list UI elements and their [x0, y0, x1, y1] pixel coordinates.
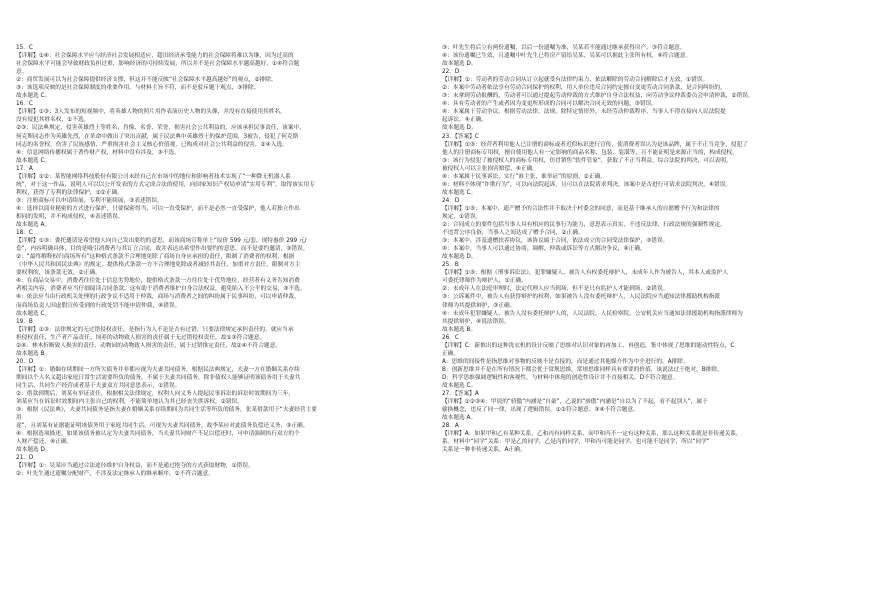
- text-line: 统”，对于这一作品，说明人可以以公开发表的方式完成合法的使用，向国家知识产权局申请“实用专利”，取得该实用专: [16, 181, 315, 188]
- text-line: 【详解】①③：3人发布的短视频中，将英雄人物的照片用作表演历史人物的头像，并没有直接使用其姓名，: [16, 109, 286, 116]
- text-line: 故本题选 C。: [16, 93, 51, 100]
- text-line: 【详解】①：婚姻存续期间一方所欠债务并非都应视为夫妻共同债务，根据民法典规定，夫妻一方在婚姻关系存续: [16, 366, 300, 373]
- text-line: D：科学思维强调逻辑性和客观性，与材料中体现的创造性设计并不直接相关，D不符合题意。: [442, 374, 679, 381]
- text-line: 18．C: [16, 230, 33, 237]
- text-line: 25．B: [442, 262, 459, 269]
- text-line: 正确。: [442, 350, 460, 357]
- text-line: 者相关内容，消费者应当仔细阅读合同条款，这有助于消费者维护自身合法权益，避免陷入不公平的交易，③不选。: [16, 286, 306, 293]
- text-line: 故本题选 C。: [442, 382, 477, 389]
- text-line: ④：具有劳动者的产生或者因为变更所形成的合同可以解决合同无效的问题，③错误。: [442, 101, 657, 108]
- text-line: 故本题选 C。: [16, 157, 51, 164]
- text-line: 24．D: [442, 197, 460, 204]
- text-line: 【详解】①③：经营者利用他人已注册的商标或者近似标识进行宣传，使消费者误认为是该品牌，属于不正当竞争，侵犯了: [442, 141, 748, 148]
- text-line: 《中华人民共和国民法典》的规定，提供格式条款一方不合理地免除或者减轻其责任、加重对方责任、限制对方主: [16, 262, 301, 269]
- text-line: 被侵权人可以主张损害赔偿，④正确。: [442, 165, 539, 172]
- text-line: 故本题选 C。: [442, 189, 477, 196]
- text-line: 起诉讼，④正确。: [442, 117, 487, 124]
- text-line: ③：根据《民法典》，夫妻共同债务是指夫妻在婚姻关系存续期间为共同生活等所负的债务，张某借款用于“夫妻经营主要: [16, 407, 317, 414]
- text-line: ③：该选项反映的是社会保障制度的重要作用，与材料主旨不符，而不是驳斥题干观点，③排除。: [16, 85, 260, 92]
- text-line: 15．C: [16, 45, 33, 51]
- text-line: ④：信息网络传播权属于著作财产权，材料中没有涉及，③不选。: [16, 149, 180, 156]
- text-line: ③：未拿到劳动报酬的，劳动者可以通过提起劳动仲裁的方式维护自身合法权益，向劳动争议仲裁委员会申请仲裁，②错误。: [442, 93, 754, 100]
- text-line: 【详解】①③：本案中，遗产赠予的合法性并不取决于村委会的同意，而是基于继承人的自愿赠予行为和法律的: [442, 205, 720, 212]
- text-line: ③：叶先生将后立有两份遗嘱，以后一份遗嘱为准，吴某若不能通过继承获得房产，③符合题意。: [442, 45, 686, 51]
- text-line: ④：未成年犯罪嫌疑人、被告人没有委托辩护人的，人民法院、人民检察院、公安机关应当通知法律援助机构指派律师为: [442, 310, 743, 317]
- text-line: ②：未成年人在法庭审理时，法定代理人应当到场，但不是只有监护人才能到场，②错误。: [442, 286, 669, 293]
- text-line: 期间以个人名义超出家庭日常生活需要所负的债务，不属于夫妻共同债务，除非债权人能够证明该债务用于夫妻共: [16, 374, 301, 381]
- text-line: ②：“最终解释权归商场所有”这种格式条款不合理地免除了商场自身应承担的责任，限制了消费者的权利，根据: [16, 254, 295, 261]
- text-line: ④：本案属于劳动争议，根据劳动法律，法规，除特定情形外，未经劳动仲裁程序，当事人不得直接向人民法院提: [442, 109, 726, 116]
- text-line: 故本题选 D。: [442, 125, 477, 132]
- text-line: 社会保障水平可能会导致财政负担过重，影响经济的可持续发展，所以并不是社会保障水平越高越好，①④符合题: [16, 61, 300, 68]
- text-line: 而商场负责人因虚假宣传受到的行政处罚不能申请仲裁，④错误。: [16, 302, 181, 309]
- text-line: 【详解】①②：某智能网络科技股份有限公司未经自己在市场中的地位和影响者技术实现了“一种降无机器人系: [16, 173, 291, 180]
- left-column: [16, 44, 428, 608]
- text-line: ④：本案中，当事人可以通过协商、调解、仲裁或诉讼等方式解决争议，④正确。: [442, 246, 646, 253]
- text-line: 意。: [16, 69, 28, 76]
- text-line: 故本题选 C。: [16, 310, 51, 317]
- text-line: 【详解】①③：根据《刑事诉讼法》，犯罪嫌疑人、被告人有权委托辩护人，未成年人作为被告人，其本人或监护人: [442, 270, 729, 277]
- text-line: 17．A: [16, 165, 33, 172]
- right-column: [442, 44, 854, 608]
- text-line: ③：该行为侵犯了被侵权人的商标专用权，仿冒销售“软件管家”，获取了不正当利益，综合法院的判决，可以表明，: [442, 157, 732, 164]
- text-line: 21．D: [16, 455, 34, 462]
- text-line: ②：商贸发展可以为社会保障提供经济支撑，但这并不能反映“社会保障水平越高越好”的观点，②排除。: [16, 77, 277, 84]
- text-line: 23．【答案】C: [442, 133, 479, 140]
- text-line: 偷换概念，违反了同一律，出现了逻辑错误，①②符合题意。③④不符合题意。: [442, 407, 639, 414]
- text-line: 【详解】A：如果甲和乙有某种关系，乙和丙有同样关系，而甲和丙不一定有这种关系，那么这种关系就是非传递关系，: [442, 431, 742, 438]
- text-line: 他人的注册商标专用权，擅自使用他人有一定影响的商品名称、包装、装潢等，且不能证明是来源正当的，构成侵权，: [442, 149, 738, 156]
- text-line: 刘某应当在诉讼时效期间内主张自己的权利，不能简单地认为其已经丧失胜诉权，②错误。: [16, 399, 243, 406]
- text-line: ②：叶先生通过遗嘱分配财产，不涉及法定继承人的继承顺序，②不符合题意。: [16, 471, 214, 478]
- text-line: 人财产偿还，④正确。: [16, 439, 73, 446]
- text-line: 担侵权责任，生产者产品责任、饲养的动物致人损害的责任属于无过错侵权责任，故①③符合题意。: [16, 334, 266, 341]
- text-line: 途”，且刘某有证据能证明该债务用于家庭共同生活，可视为夫妻共同债务，故李某应对此债务负偿还义务，③正确。: [16, 423, 309, 430]
- text-line: ④：选择以商业秘密的方式进行保护，只要保密得当，可以一直受保护，而不是必然一直受保护，他人若独立作出: [16, 205, 300, 212]
- text-line: 【详解】①④：社会保障水平应与经济社会发展相适应，超出经济承受能力的社会保障将难以为继，因为过高的: [16, 53, 294, 60]
- text-line: 系。材料中“同学”关系：甲是乙的同学，乙是丙的同学，甲和丙可能是同学，也可能不是同学，所以“同学”: [442, 439, 710, 446]
- text-line: 20．D: [16, 358, 34, 365]
- text-line: ④：依法应当由行政机关处理的行政争议不适用于仲裁，商场与消费者之间的纠纷属于民事纠纷，可以申请仲裁，: [16, 294, 300, 301]
- text-line: ②④：林木折断致人损害的责任、动物园的动物致人损害的责任，属于过错推定责任，故②④不符合题意。: [16, 342, 281, 349]
- text-line: ④：材料不体现“诈欺行为”，可以向法院起诉，且可以在法院请求判决，该案中是否进行可请求法院判决，④错误。: [442, 181, 732, 188]
- text-line: 16．C: [16, 101, 33, 108]
- text-line: 22．D: [442, 69, 460, 76]
- text-line: 同志的名誉权，伤害了民族感情，严重损害社会主义核心价值观，已构成对社会公共利益的侵害，②④入选。: [16, 141, 288, 148]
- text-line: 故本题选 D。: [442, 61, 477, 68]
- text-line: 要权利的，该条款无效，②正确。: [16, 270, 101, 277]
- text-line: ④：在商品交易中，消费者往往处于信息劣势地位，提供格式条款一方往往处于优势地位，经营者有义务告知消费: [16, 278, 300, 285]
- text-line: ②③：民法典规定，侵害英雄烈士等姓名、肖像、名誉、荣誉，损害社会公共利益的，应该承担民事责任，该案中，: [16, 125, 305, 132]
- text-line: ③：注册商标可以申请续展，专利不能续展，③表述错误。: [16, 197, 163, 204]
- text-line: ②：借款到期后，刘某有举证责任，根据相关法律规定，权利人向义务人提起民事诉讼的诉讼时效期间为三年，: [16, 391, 295, 398]
- text-line: ③：本案中，涉及遗赠扶养协议，该协议属于合同，依法成立的合同受法律保护，③错误。: [442, 238, 669, 245]
- text-line: A：思维的间接性是指思维对事物的反映不是直接的，而是通过其他媒介作为中介进行的，A排除。: [442, 358, 689, 365]
- text-line: 何克斯同志作为英雄先烈，在革命中做出了突出贡献，属于民法典中英雄烈士的保护范围，3被告，侵犯了何克斯: [16, 133, 299, 140]
- text-line: 规定，①错误。: [442, 213, 482, 220]
- text-line: 相同的发明，并不构成侵权，④表述错误。: [16, 213, 124, 220]
- text-line: 【详解】①②③④：甲说的“骄傲”内涵是“自豪”，乙说的“骄傲”内涵是“自以为了不起，看不起别人”，属于: [442, 399, 708, 406]
- text-line: 27．【答案】A: [442, 391, 479, 398]
- text-line: 【详解】①：吴某应当通过合法途径维护自身权益，而不是通过抢夺的方式获取财物，①错误。: [16, 463, 254, 470]
- text-line: ②：合同成立的要件包括当事人具有相应的民事行为能力，意思表示真实，不违反法律、行政法规的强制性规定，: [442, 222, 726, 229]
- text-line: 利权，获得了专利的法律保护，①②正确。: [16, 189, 123, 196]
- text-line: ②：本案中劳动者依法享有劳动合同保护的权利，用人单位违反合同约定擅自变更劳动合同条款，是合同纠纷的，: [442, 85, 726, 92]
- text-line: 26．C: [442, 334, 459, 341]
- text-line: ④：该份遗嘱已生效，且遗嘱中叶先生已将房产留给吴某，吴某可以据此主张所有权，④符合题意。: [442, 53, 692, 60]
- text-line: 【详解】①③：法律规定的无过错侵权责任，是指行为人不论是否有过错，只要法律规定承担责任的，就应当承: [16, 326, 294, 333]
- text-line: 故本题选 A。: [16, 222, 51, 229]
- text-line: 【详解】①：劳动者的劳动合同从订立起就受有法律约束力，依法解除的劳动合同解除后才无效，①错误。: [442, 77, 709, 84]
- text-line: 其提供辩护，④说法错误。: [442, 318, 510, 325]
- text-line: 故本题选 A。: [442, 415, 477, 422]
- text-line: 28．A: [442, 423, 459, 430]
- text-line: 关系是一种非传递关系，A正确。: [442, 447, 526, 454]
- text-line: 19．B: [16, 318, 33, 325]
- text-line: 同生活、共同生产经营或者基于夫妻双方共同意思表示，①错误。: [16, 382, 181, 389]
- text-line: 套”，内容明确具体，目的是吸引消费者与其订立合同，故并表达出希望作出要约的意思，而不是要约邀请，③错误。: [16, 246, 309, 253]
- text-line: ④：根据选项描述，如果该债务被认定为夫妻共同债务，当夫妻共同财产不足以偿还时，可申请强制执行双方的个: [16, 431, 300, 438]
- text-line: ③：公诉案件中，被告人有获得辩护的权利，如果被告人没有委托辩护人，人民法院应当通知法律援助机构指派: [442, 294, 721, 301]
- text-line: 可委托律师作为辩护人，①正确。: [442, 278, 527, 285]
- text-line: 故本题选 D。: [442, 254, 477, 261]
- text-line: 没有侵犯其姓名权，①不选。: [16, 117, 90, 124]
- text-line: 【详解】①③：委托邀请是希望他人向自己发出要约的意思，而该商场宣称单上“原价 599 元/套，现特惠价 299 元/: [16, 238, 307, 245]
- text-line: B：创新思维并不是在所有情况下都会优于常规思维，常规思维同样具有重要的价值，该说法过于绝对，B排除。: [442, 366, 723, 373]
- text-line: 律师为其提供辩护，③正确。: [442, 302, 516, 309]
- text-line: 故本题选 B。: [442, 326, 477, 333]
- text-line: 用: [16, 415, 22, 422]
- text-line: 故本题选 B。: [16, 350, 51, 357]
- text-line: 故本题选 D。: [16, 447, 51, 454]
- text-line: ④：本案属于民事诉讼，实行“谁主张，谁举证”的原则，②正确。: [442, 173, 606, 180]
- text-line: 【详解】C：新推出的这种洗衣机的设计反映了思维对认识对象的再加工、再创造，集中体现了思维的能动性特点，C: [442, 342, 735, 349]
- text-line: 不违背公序良俗，当事人之间达成了赠予合同，②正确。: [442, 230, 584, 237]
